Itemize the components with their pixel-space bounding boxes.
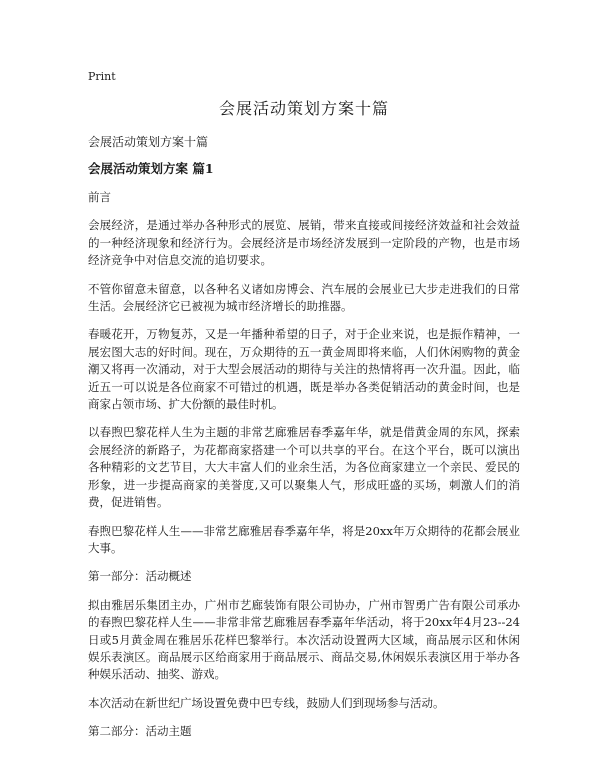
paragraph-part-two-heading: 第二部分：活动主题 (88, 724, 192, 739)
section-heading: 会展活动策划方案 篇1 (88, 161, 214, 176)
paragraph-theme-intro: 以春煦巴黎花样人生为主题的非常艺廊雅居春季嘉年华，就是借黄金周的东风，探索会展经济的新路子，为花都商家搭建一个可以共享的平台。在这个平台，既可以演出各种精彩的文艺节目，大大丰富人们的业余生活，为各位商家建立一个亲民、爱民的形象，进一步提高商家的美誉度,又可以聚集人气，形成旺盛的买场，刺激人们的消费，促进销售。 (88, 425, 520, 510)
paragraph-shuttle: 本次活动在新世纪广场设置免费中巴专线，鼓励人们到现场参与活动。 (88, 695, 445, 710)
paragraph-daily-life: 不管你留意未留意，以各种名义诸如房博会、汽车展的会展业已大步走进我们的日常生活。会展经济它已被视为城市经济增长的助推器。 (88, 281, 520, 314)
document-title: 会展活动策划方案十篇 (218, 99, 389, 118)
print-link[interactable]: Print (88, 70, 116, 83)
paragraph-spring: 春暖花开，万物复苏，又是一年播种希望的日子，对于企业来说，也是振作精神，一展宏图大志的好时间。现在，万众期待的五一黄金周即将来临，人们休闲购物的黄金潮又将再一次涌动，对于大型会展活动的期待与关注的热情将再一次升温。因此，临近五一可以说是各位商家不可错过的机遇，既是举办各类促销活动的黄金时间，也是商家占领市场、扩大份额的最佳时机。 (88, 327, 520, 412)
paragraph-part-one-heading: 第一部分：活动概述 (88, 569, 192, 584)
paragraph-organizers: 拟由雅居乐集团主办，广州市艺廊装饰有限公司协办，广州市智勇广告有限公司承办的春煦巴黎花样人生——非常非常艺廊雅居春季嘉年华活动，将于20xx年4月23--24日或5月黄金周在雅居乐花样巴黎举行。本次活动设置两大区域，商品展示区和休闲娱乐表演区。商品展示区给商家用于商品展示、商品交易,休闲娱乐表演区用于举办各种娱乐活动、抽奖、游戏。 (88, 597, 520, 682)
paragraph-preface: 前言 (88, 190, 111, 204)
paragraph-definition: 会展经济，是通过举办各种形式的展览、展销，带来直接或间接经济效益和社会效益的一种经济现象和经济行为。会展经济是市场经济发展到一定阶段的产物，也是市场经济竞争中对信息交流的追切要求。 (88, 218, 520, 268)
paragraph-event-summary: 春煦巴黎花样人生——非常艺廊雅居春季嘉年华，将是20xx年万众期待的花都会展业大事。 (88, 523, 520, 555)
document-subtitle: 会展活动策划方案十篇 (88, 135, 209, 149)
document-page (88, 70, 520, 752)
